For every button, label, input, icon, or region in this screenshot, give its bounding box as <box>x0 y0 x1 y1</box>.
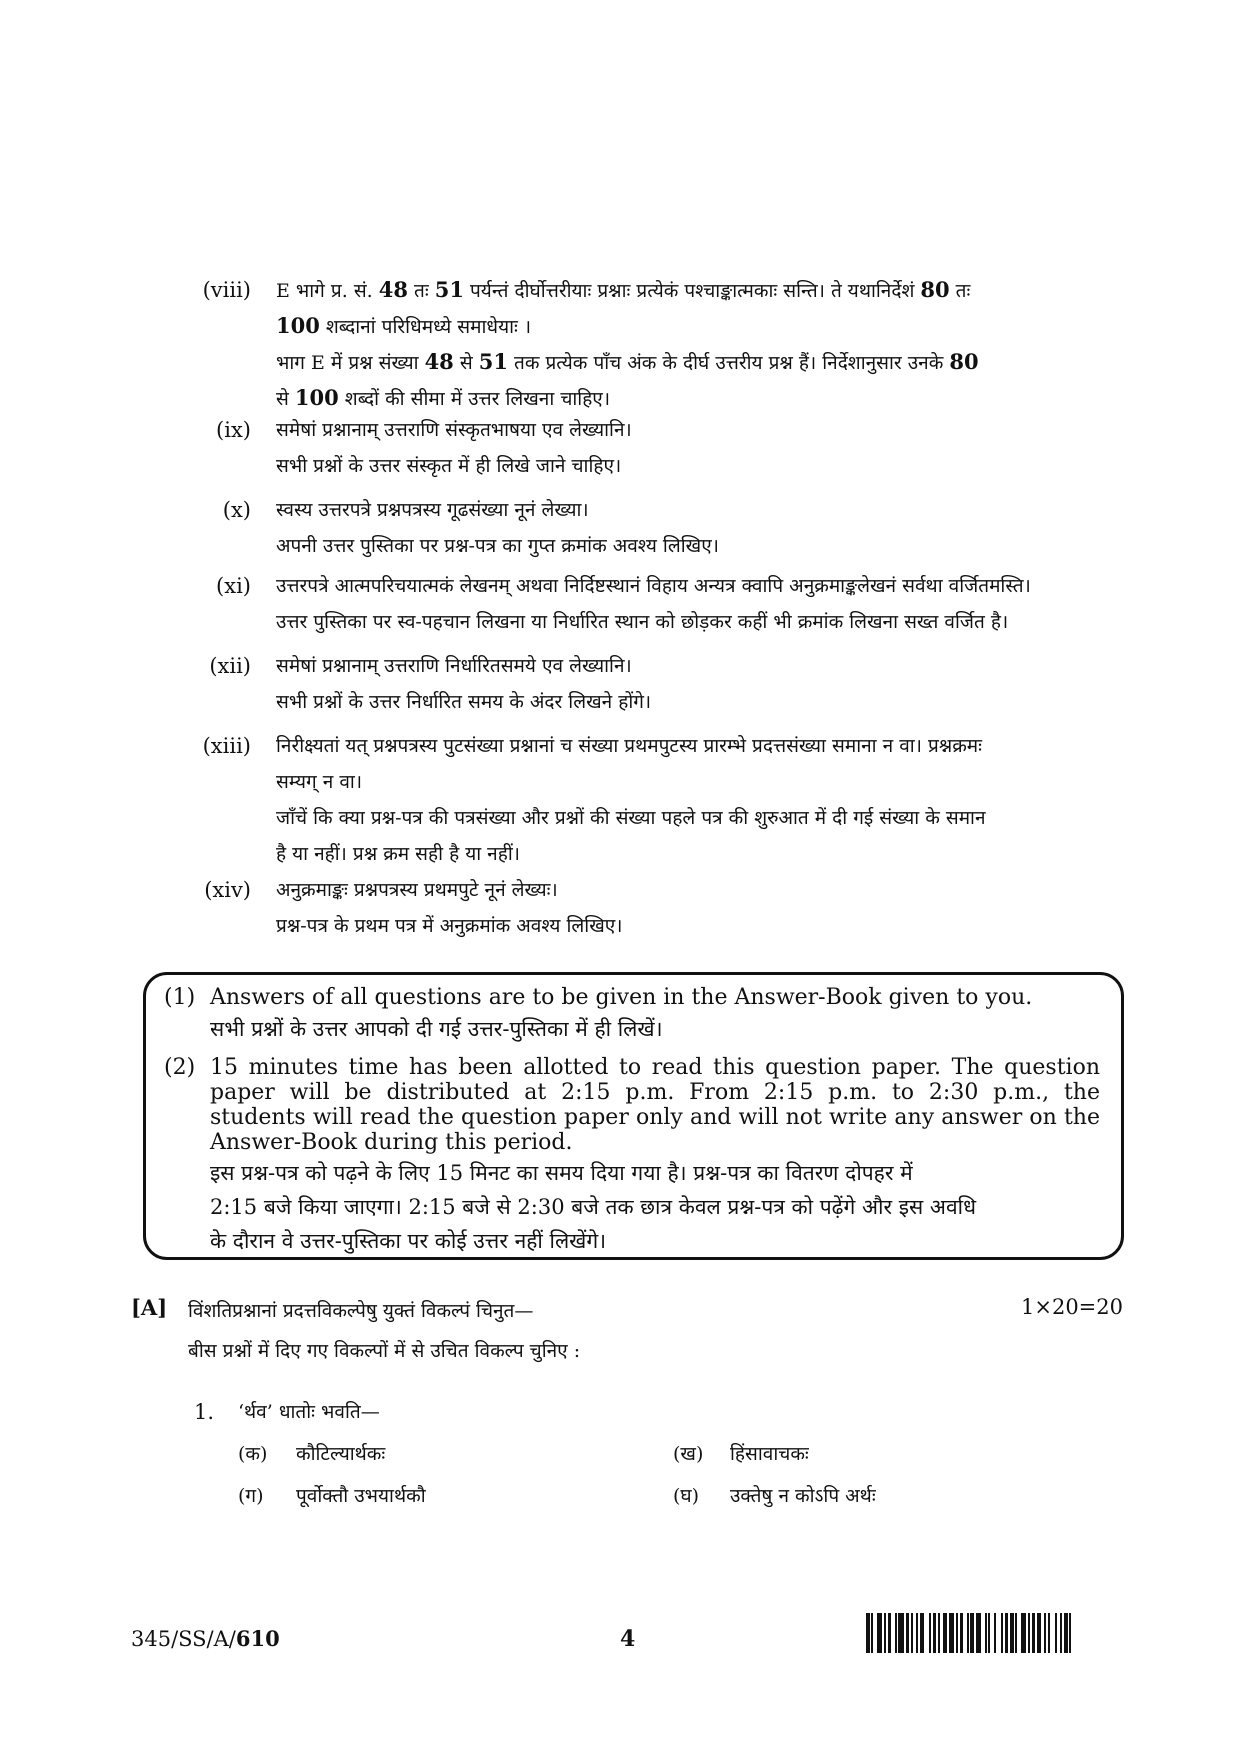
instruction-line: प्रश्न-पत्र के प्रथम पत्र में अनुक्रमांक अवश्य लिखिए। <box>276 915 623 937</box>
section-a-sanskrit-instruction: विंशतिप्रश्नानां प्रदत्तविकल्पेषु युक्तं विकल्पं चिनुत— <box>188 1300 534 1322</box>
instruction-line: समेषां प्रश्नानाम् उत्तराणि निर्धारितसमये एव लेख्यानि। <box>276 655 632 677</box>
barcode-bar <box>1060 1613 1062 1653</box>
notice-item-1-number: (1) <box>164 985 196 1010</box>
instruction-line: उत्तरपत्रे आत्मपरिचयात्मकं लेखनम् अथवा निर्दिष्टस्थानं विहाय अन्यत्र क्वापि अनुक्रमाङ्कलेखनं सर्वथा वर्जितमस्ति। <box>276 575 1031 597</box>
instruction-number: (xii) <box>209 654 251 678</box>
instruction-line: है या नहीं। प्रश्न क्रम सही है या नहीं। <box>276 843 520 865</box>
instruction-line: E भागे प्र. सं. 48 तः 51 पर्यन्तं दीर्घोत्तरीयाः प्रश्नाः प्रत्येकं पश्चाङ्कात्मकाः सन्ति। ते यथानिर्देशं 80 तः <box>276 277 971 302</box>
instruction-line: 100 शब्दानां परिधिमध्ये समाधेयाः । <box>276 313 532 338</box>
instruction-number: (xiii) <box>202 734 251 758</box>
notice-item-2-english: 15 minutes time has been allotted to read this question paper. The question paper will be distributed at 2:15 p.m. From 2:15 p.m. to 2:30 p.m., the students will read the question paper only and will not write any answer on the Answer-Book during this period. <box>210 1055 1100 1155</box>
barcode-bar <box>1055 1613 1057 1653</box>
notice-item-2-hindi-line-1: इस प्रश्न-पत्र को पढ़ने के लिए 15 मिनट का समय दिया गया है। प्रश्न-पत्र का वितरण दोपहर में <box>210 1161 913 1185</box>
instruction-line: समेषां प्रश्नानाम् उत्तराणि संस्कृतभाषया एव लेख्यानि। <box>276 419 632 441</box>
barcode-bar <box>1044 1613 1046 1653</box>
barcode-bar <box>956 1613 958 1653</box>
barcode-bar <box>1037 1613 1041 1653</box>
barcode-bar <box>884 1613 886 1653</box>
instruction-line: अनुक्रमाङ्कः प्रश्नपत्रस्य प्रथमपुटे नूनं लेख्यः। <box>276 879 558 901</box>
barcode-bar <box>988 1613 990 1653</box>
barcode-bar <box>985 1613 987 1653</box>
barcode-bar <box>1001 1613 1003 1653</box>
notice-item-1-english: Answers of all questions are to be given in the Answer-Book given to you. <box>210 985 1033 1010</box>
barcode-bar <box>1010 1613 1014 1653</box>
barcode-bar <box>949 1613 954 1653</box>
paper-code-prefix: 345/SS/A/ <box>131 1627 236 1651</box>
option-ka-text: कौटिल्यार्थकः <box>296 1443 386 1465</box>
instruction-line: सभी प्रश्नों के उत्तर संस्कृत में ही लिखे जाने चाहिए। <box>276 455 622 477</box>
section-a-hindi-instruction: बीस प्रश्नों में दिए गए विकल्पों में से उचित विकल्प चुनिए : <box>188 1340 581 1362</box>
option-kha-text: हिंसावाचकः <box>730 1443 809 1465</box>
barcode-bar <box>1005 1613 1009 1653</box>
barcode-bar <box>906 1613 910 1653</box>
paper-code-number: 610 <box>235 1626 280 1651</box>
barcode-bar <box>1028 1613 1030 1653</box>
barcode-bar <box>898 1613 903 1653</box>
instruction-line: निरीक्ष्यतां यत् प्रश्नपत्रस्य पुटसंख्या प्रश्नानां च संख्या प्रथमपुटस्य प्रारम्भे प्रदत्तसंख्या समाना न वा। प्रश्नक्रमः <box>276 735 982 757</box>
instruction-number: (xi) <box>216 574 251 598</box>
instruction-line: सम्यग् न वा। <box>276 771 363 793</box>
instruction-line: सभी प्रश्नों के उत्तर निर्धारित समय के अंदर लिखने होंगे। <box>276 691 652 713</box>
instruction-number: (x) <box>222 498 251 522</box>
page-number: 4 <box>620 1626 636 1652</box>
barcode-bar <box>1048 1613 1050 1653</box>
instruction-number: (viii) <box>202 278 251 302</box>
barcode-bar <box>877 1613 882 1653</box>
notice-item-2-hindi-line-2: 2:15 बजे किया जाएगा। 2:15 बजे से 2:30 बजे तक छात्र केवल प्रश्न-पत्र को पढ़ेंगे और इस अवधि <box>210 1195 977 1219</box>
notice-box <box>143 972 1124 1260</box>
barcode-bar <box>920 1613 924 1653</box>
barcode-bar <box>1015 1613 1017 1653</box>
barcode-bar <box>1069 1613 1071 1653</box>
barcode-bar <box>895 1613 897 1653</box>
barcode-bar <box>888 1613 892 1653</box>
barcode-bar <box>1064 1613 1068 1653</box>
notice-item-2-number: (2) <box>164 1055 196 1080</box>
option-ga-label: (ग) <box>238 1485 264 1507</box>
barcode-bar <box>938 1613 940 1653</box>
paper-code <box>131 1626 280 1651</box>
barcode-bar <box>1032 1613 1036 1653</box>
barcode-bar <box>960 1613 964 1653</box>
barcode-bar <box>916 1613 918 1653</box>
instruction-line: भाग E में प्रश्न संख्या 48 से 51 तक प्रत्येक पाँच अंक के दीर्घ उत्तरीय प्रश्न हैं। निर्देशानुसार उनके 80 <box>276 349 979 374</box>
option-gha-label: (घ) <box>673 1485 700 1507</box>
notice-item-1-hindi: सभी प्रश्नों के उत्तर आपको दी गई उत्तर-पुस्तिका में ही लिखें। <box>210 1017 663 1041</box>
barcode-bar <box>929 1613 931 1653</box>
instruction-line: उत्तर पुस्तिका पर स्व-पहचान लिखना या निर्धारित स्थान को छोड़कर कहीं भी क्रमांक लिखना सख्त वर्जित है। <box>276 611 1009 633</box>
barcode-bar <box>994 1613 996 1653</box>
barcode-bar <box>943 1613 947 1653</box>
option-ga-text: पूर्वोक्तौ उभयार्थकौ <box>296 1485 426 1507</box>
instruction-line: से 100 शब्दों की सीमा में उत्तर लिखना चाहिए। <box>276 385 611 410</box>
instruction-line: जाँचें कि क्या प्रश्न-पत्र की पत्रसंख्या और प्रश्नों की संख्या पहले पत्र की शुरुआत में दी गई संख्या के समान <box>276 807 986 829</box>
instruction-number: (xiv) <box>204 878 251 902</box>
option-kha-label: (ख) <box>673 1443 704 1465</box>
question-1-text: ‘र्थव’ धातोः भवति— <box>238 1401 380 1423</box>
barcode-bar <box>871 1613 873 1653</box>
barcode-bar <box>970 1613 974 1653</box>
section-a-label: [A] <box>131 1295 168 1320</box>
barcode-bar <box>976 1613 981 1653</box>
section-a-marks: 1×20=20 <box>1021 1295 1123 1319</box>
barcode <box>866 1613 1128 1653</box>
option-gha-text: उक्तेषु न कोऽपि अर्थः <box>730 1485 876 1507</box>
notice-item-2-hindi-line-3: के दौरान वे उत्तर-पुस्तिका पर कोई उत्तर नहीं लिखेंगे। <box>210 1229 607 1253</box>
instruction-line: अपनी उत्तर पुस्तिका पर प्रश्न-पत्र का गुप्त क्रमांक अवश्य लिखिए। <box>276 535 719 557</box>
barcode-bar <box>967 1613 969 1653</box>
instruction-number: (ix) <box>216 418 251 442</box>
barcode-bar <box>933 1613 937 1653</box>
barcode-bar <box>1021 1613 1026 1653</box>
barcode-bar <box>911 1613 913 1653</box>
question-1-number: 1. <box>194 1400 215 1424</box>
instruction-line: स्वस्य उत्तरपत्रे प्रश्नपत्रस्य गूढसंख्या नूनं लेख्या। <box>276 499 589 521</box>
barcode-bar <box>866 1613 870 1653</box>
option-ka-label: (क) <box>238 1443 268 1465</box>
